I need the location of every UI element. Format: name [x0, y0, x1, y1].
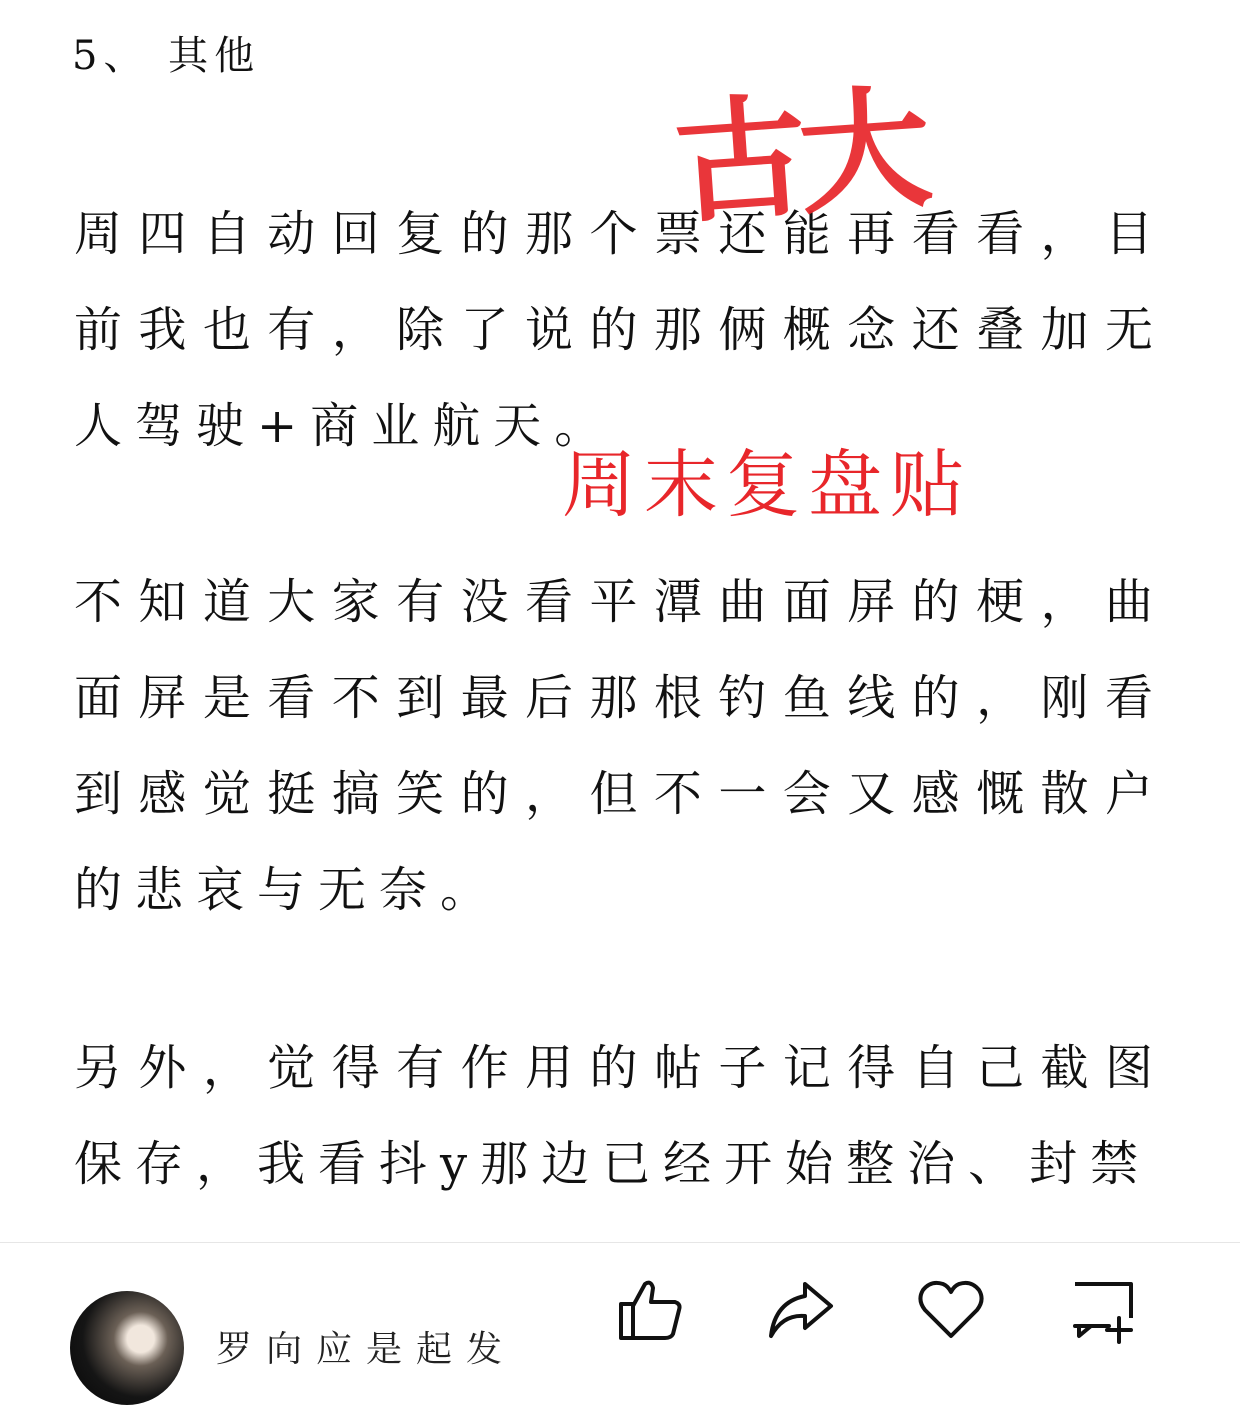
section-title: 5、 其他 [72, 33, 261, 79]
comment-add-icon [1067, 1274, 1139, 1346]
author-name[interactable]: 罗向应是起发 [216, 1329, 517, 1370]
watermark-stamp: 古大 [669, 71, 929, 243]
share-icon [765, 1274, 837, 1346]
favorite-icon [915, 1274, 987, 1346]
share-button[interactable] [764, 1273, 838, 1347]
like-icon [615, 1274, 687, 1346]
bottom-action-bar [0, 1242, 1240, 1370]
paragraph-2: 不知道大家有没看平潭曲面屏的梗，曲面屏是看不到最后那根钓鱼线的，刚看到感觉挺搞笑的，但不一会又感慨散户的悲哀与无奈。 [74, 574, 1166, 918]
paragraph-1: 周四自动回复的那个票还能再看看，目前我也有，除了说的那俩概念还叠加无人驾驶+商业航天。 [74, 206, 1166, 454]
weekend-review-label: 周末复盘贴 [562, 442, 972, 528]
like-button[interactable] [614, 1273, 688, 1347]
paragraph-3: 另外，觉得有作用的帖子记得自己截图保存，我看抖y那边已经开始整治、封禁 [74, 1040, 1166, 1192]
avatar[interactable] [70, 1291, 184, 1405]
favorite-button[interactable] [914, 1273, 988, 1347]
comment-button[interactable] [1066, 1273, 1140, 1347]
